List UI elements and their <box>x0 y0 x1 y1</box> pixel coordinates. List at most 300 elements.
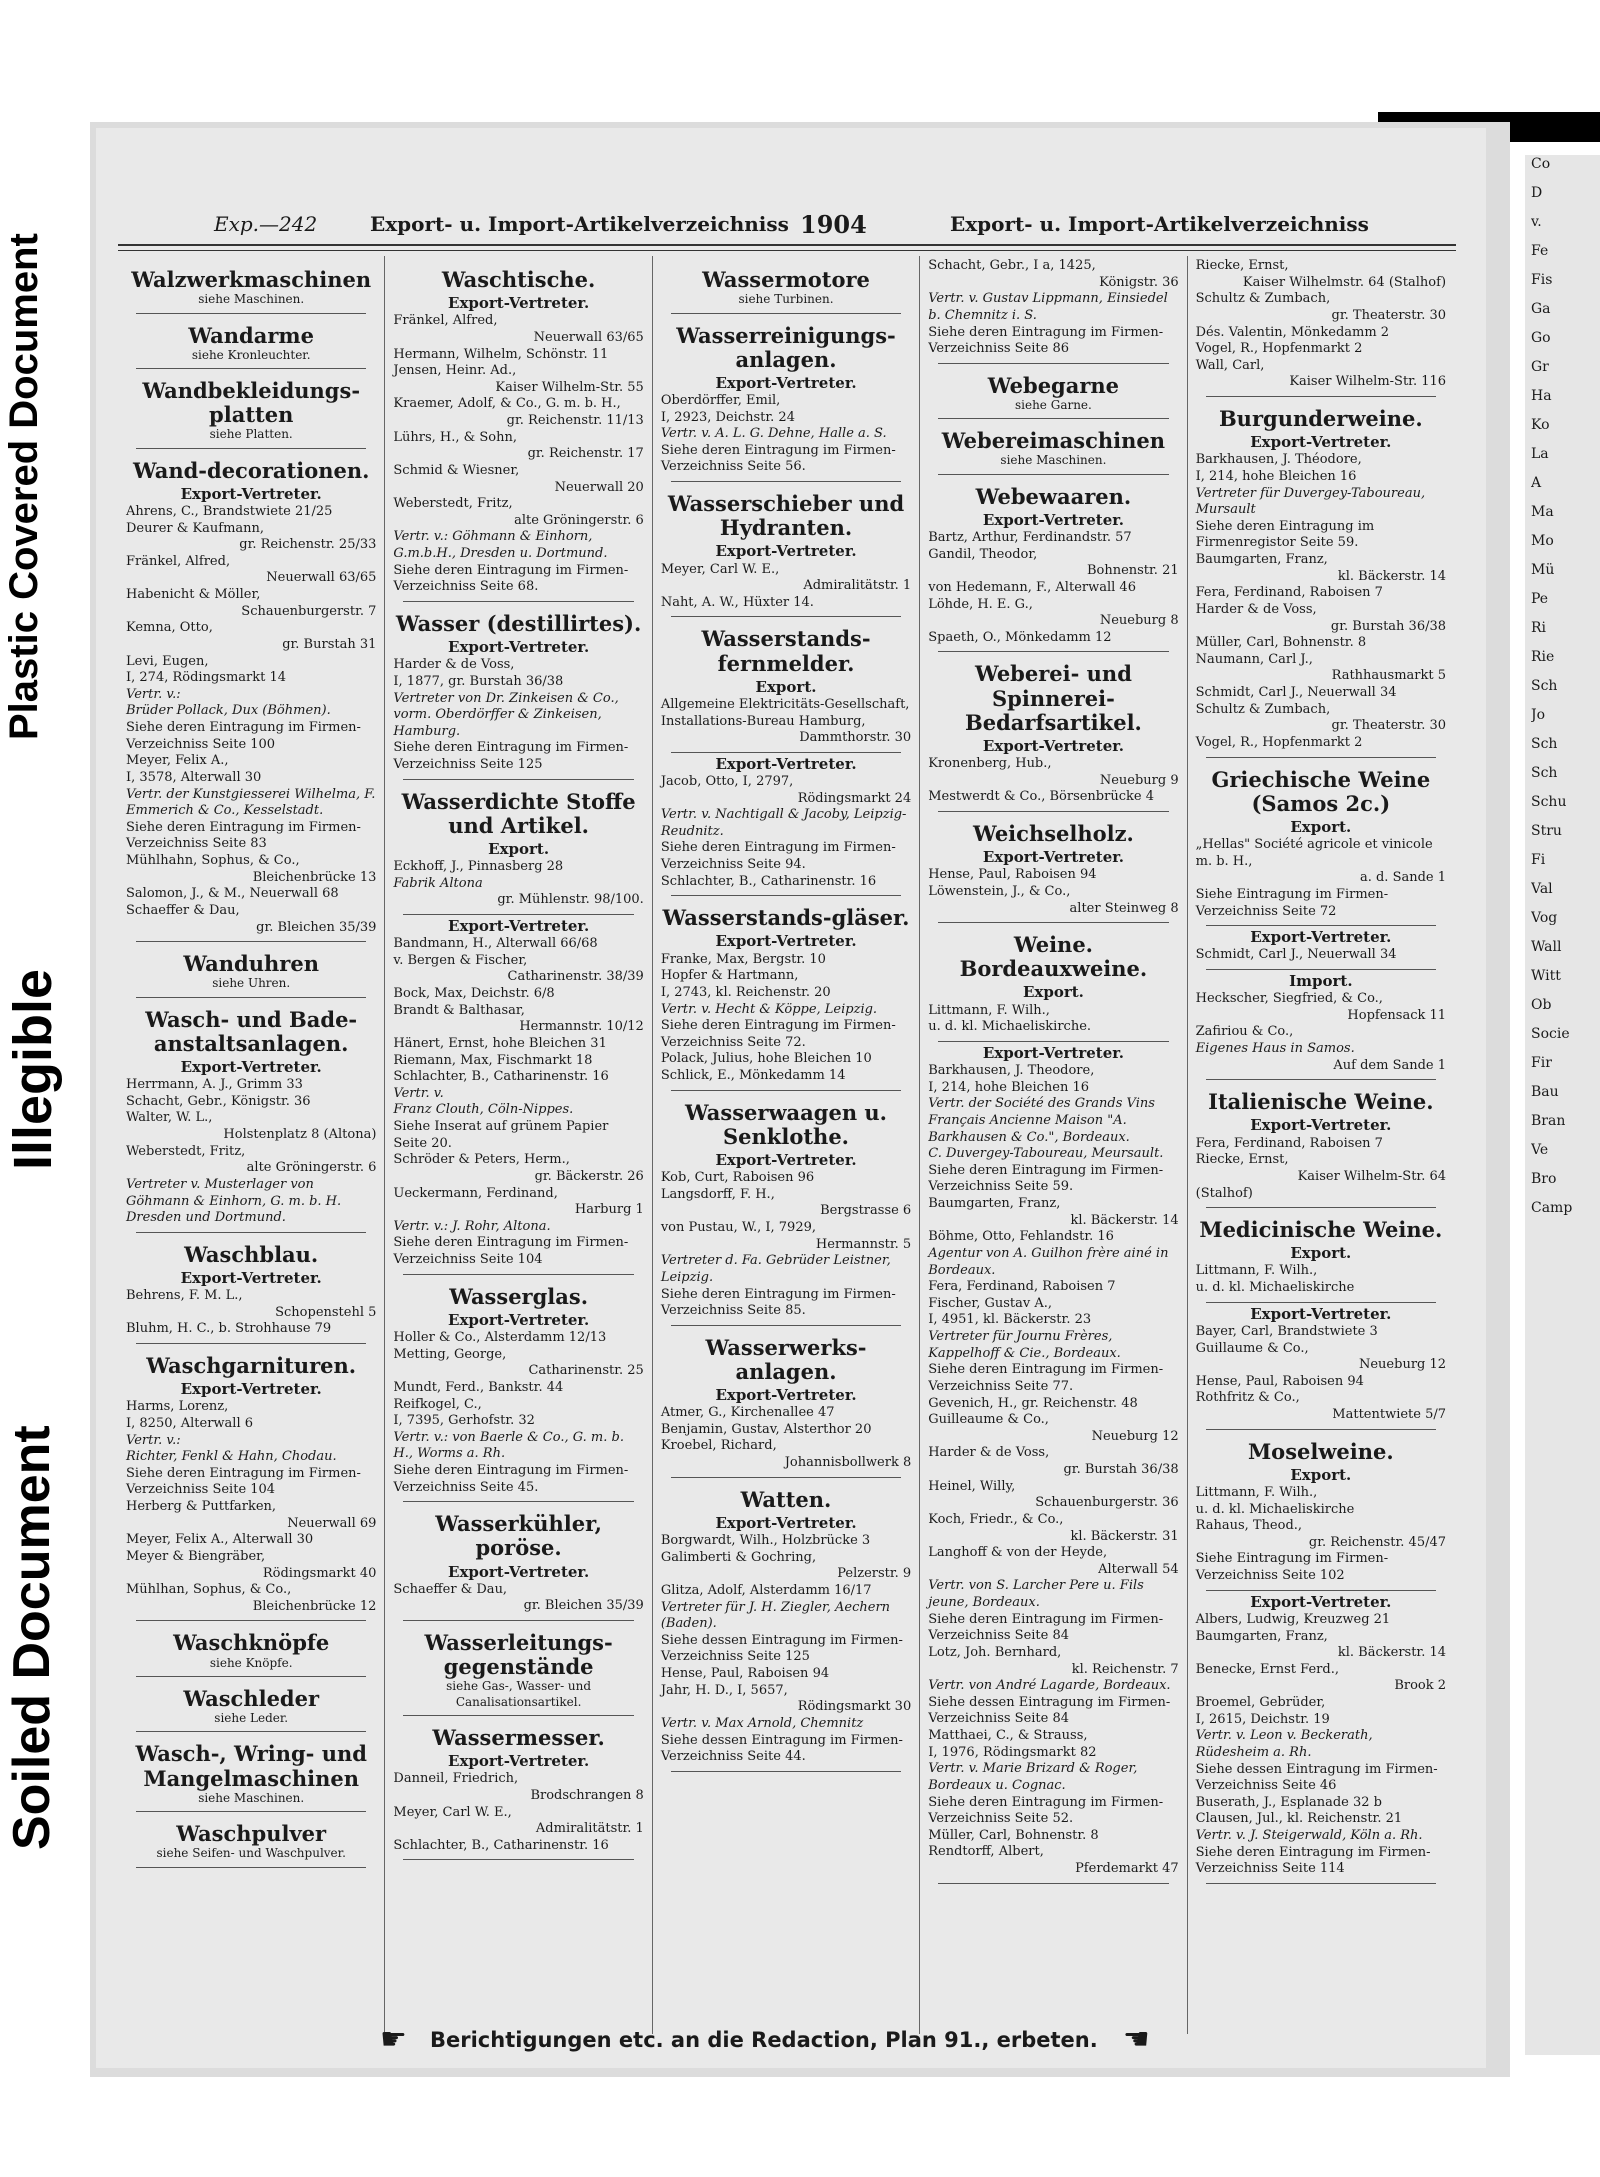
entry-line: Siehe deren Eintragung im Firmen-Verzeichniss Seite 84 <box>928 1611 1164 1644</box>
entry-block <box>393 1631 643 1716</box>
entry-line: Schacht, Gebr., I a, 1425, <box>928 258 1096 273</box>
entry-block <box>661 1336 911 1478</box>
entry-block <box>661 492 911 617</box>
entry-line: alte Gröningerstr. 6 <box>246 1160 377 1176</box>
category-heading: Webegarne <box>987 372 1120 398</box>
divider <box>671 1477 901 1478</box>
page-number: Exp.—242 <box>214 212 318 236</box>
category-heading: Wasserstands-fernmelder. <box>701 626 871 676</box>
entry-block <box>661 324 911 483</box>
entry-line: Heinel, Willy, <box>928 1478 1016 1494</box>
entry-line: Kroebel, Richard, <box>660 1438 777 1454</box>
entry-block <box>126 952 376 998</box>
entry-line: Kaiser Wilhelmstr. 64 (Stalhof) <box>1242 274 1447 290</box>
entry-block <box>126 1687 376 1733</box>
entry-line: Fera, Ferdinand, Raboisen 7 <box>1195 585 1383 601</box>
entry-line: Weberstedt, Fritz, <box>126 1143 246 1159</box>
entry-line: Brandt & Balthasar, <box>393 1002 525 1018</box>
entry-line: Vertr. v.: von Baerle & Co., G. m. b. H., Worms a. Rh. <box>393 1429 624 1462</box>
entry-line: Clausen, Jul., kl. Reichenstr. 21 <box>1195 1811 1403 1827</box>
entry-line: Riemann, Max, Fischmarkt 18 <box>393 1052 593 1068</box>
entry-line: gr. Theaterstr. 30 <box>1331 307 1447 323</box>
entry-line: Galimberti & Gochring, <box>660 1549 817 1565</box>
entry-line: Siehe deren Eintragung im Firmen-Verzeichniss Seite 45. <box>393 1463 629 1495</box>
subsection-label: Export-Vertreter. <box>180 1380 322 1399</box>
entry-block <box>1196 407 1446 758</box>
category-heading: Griechische Weine (Samos 2c.) <box>1211 766 1431 816</box>
entry-block <box>126 459 376 943</box>
entry-line: Löwenstein, J., & Co., <box>928 883 1071 899</box>
header-title-right: Export- u. Import-Artikelverzeichniss <box>950 212 1369 236</box>
entry-line: Spaeth, O., Mönkedamm 12 <box>928 629 1112 645</box>
next-page-fragment: Bro <box>1531 1171 1557 1187</box>
subsection-label: Export-Vertreter. <box>448 1562 590 1581</box>
entry-line: Ueckermann, Ferdinand, <box>393 1185 558 1201</box>
cross-reference: siehe Garne. <box>1014 397 1092 412</box>
entry-line: Littmann, F. Wilh., <box>928 1002 1050 1018</box>
entry-block <box>126 324 376 370</box>
divider <box>136 368 366 369</box>
divider <box>136 1867 366 1868</box>
category-heading: Wasserglas. <box>449 1283 589 1309</box>
entry-line: Siehe deren Eintragung im Firmen-Verzeichniss Seite 86 <box>928 324 1164 357</box>
category-heading: Watten. <box>740 1486 832 1512</box>
entry-line: Hense, Paul, Raboisen 94 <box>1195 1373 1364 1389</box>
entry-line: kl. Reichenstr. 7 <box>1071 1661 1179 1677</box>
entry-line: Schmidt, Carl J., Neuerwall 34 <box>1195 947 1397 963</box>
entry-line: Eigenes Haus in Samos. <box>1195 1041 1355 1057</box>
entry-block <box>661 268 911 314</box>
entry-line: Gandil, Theodor, <box>928 546 1038 562</box>
entry-line: Hermann, Wilhelm, Schönstr. 11 <box>393 346 609 362</box>
subsection-label: Export-Vertreter. <box>1250 1116 1392 1135</box>
entry-line: Rödingsmarkt 30 <box>797 1699 912 1715</box>
next-page-fragment: Sch <box>1531 678 1558 694</box>
entry-line: Vertr. v. Max Arnold, Chemnitz <box>660 1715 864 1731</box>
category-heading: Wassermesser. <box>432 1724 605 1750</box>
next-page-fragment: D <box>1531 185 1543 201</box>
entry-line: Vertr. von André Lagarde, Bordeaux. <box>928 1678 1171 1694</box>
label-soiled-document: Soiled Document <box>3 1425 61 1850</box>
entry-line: Johannisbollwerk 8 <box>784 1455 912 1471</box>
entry-line: I, 1877, gr. Burstah 36/38 <box>393 673 564 689</box>
entry-line: Catharinenstr. 38/39 <box>507 969 644 985</box>
subsection-label: Export-Vertreter. <box>448 294 590 313</box>
divider <box>403 1501 633 1502</box>
category-heading: Burgunderweine. <box>1218 406 1423 431</box>
cross-reference: siehe Leder. <box>214 1711 289 1726</box>
entry-line: Fränkel, Alfred, <box>393 313 498 329</box>
divider <box>671 481 901 482</box>
divider <box>671 616 901 617</box>
divider <box>671 752 901 753</box>
category-heading: Wasserdichte Stoffe und Artikel. <box>401 788 636 838</box>
next-page-fragment: Sch <box>1531 736 1558 752</box>
column-5 <box>1188 256 1454 2034</box>
entry-line: Harburg 1 <box>574 1202 644 1218</box>
subsection-label: Export. <box>1290 817 1352 836</box>
pointing-hand-left-icon: ☛ <box>380 2022 407 2057</box>
category-heading: Waschtische. <box>441 267 596 292</box>
entry-line: gr. Mühlenstr. 98/100. <box>497 892 644 908</box>
entry-line: alter Steinweg 8 <box>1069 900 1179 916</box>
entry-line: Kob, Curt, Raboisen 96 <box>660 1170 815 1186</box>
entry-line: gr. Bäckerstr. 26 <box>534 1168 644 1184</box>
entry-line: Neuerwall 69 <box>287 1515 377 1531</box>
next-page-fragment: Ko <box>1531 417 1550 433</box>
category-heading: Medicinische Weine. <box>1199 1217 1443 1243</box>
entry-line: Fabrik Altona <box>393 875 483 891</box>
entry-line: Schaeffer & Dau, <box>393 1581 508 1597</box>
divider <box>136 1620 366 1621</box>
entry-block <box>393 1726 643 1860</box>
subsection-label: Export-Vertreter. <box>982 510 1124 529</box>
category-heading: Italienische Weine. <box>1208 1089 1434 1115</box>
divider <box>671 1771 901 1772</box>
entry-line: Kraemer, Adolf, & Co., G. m. b. H., <box>393 396 621 412</box>
entry-line: Polack, Julius, hohe Bleichen 10 <box>660 1051 872 1067</box>
subsection-label: Export-Vertreter. <box>715 373 857 392</box>
next-page-fragment: Mo <box>1531 533 1554 549</box>
entry-line: Löhde, H. E. G., <box>928 596 1033 612</box>
entry-line: Siehe Eintragung im Firmen-Verzeichniss Seite 72 <box>1195 886 1389 919</box>
entry-line: Levi, Eugen, <box>126 653 209 669</box>
entry-line: u. d. kl. Michaeliskirche. <box>928 1019 1092 1035</box>
entry-line: Eckhoff, J., Pinnasberg 28 <box>393 859 564 875</box>
entry-line: Schlachter, B., Catharinenstr. 16 <box>660 873 877 889</box>
entry-block <box>1196 768 1446 927</box>
entry-block <box>393 268 643 602</box>
entry-line: I, 2923, Deichstr. 24 <box>660 409 795 425</box>
footer-text: Berichtigungen etc. an die Redaction, Plan 91., erbeten. <box>430 2028 1098 2052</box>
entry-line: Siehe deren Eintragung im Firmen-Verzeichniss Seite 68. <box>393 562 629 595</box>
next-page-fragment: Ma <box>1531 504 1554 520</box>
next-page-fragment: Fis <box>1531 272 1553 288</box>
entry-line: von Pustau, W., I, 7929, <box>660 1220 816 1236</box>
entry-line: Hense, Paul, Raboisen 94 <box>928 867 1097 883</box>
category-heading: Wasserschieber und Hydranten. <box>667 491 905 541</box>
entry-line: Vertreter von Dr. Zinkeisen & Co., vorm. Oberdörffer & Zinkeisen, Hamburg. <box>393 690 619 739</box>
entry-line: Admiralitätstr. 1 <box>535 1821 644 1837</box>
entry-line: Neueburg 12 <box>1358 1357 1447 1373</box>
entry-line: Habenicht & Möller, <box>126 587 261 603</box>
entry-line: Koch, Friedr., & Co., <box>928 1511 1064 1527</box>
entry-line: Vertr. v. J. Steigerwald, Köln a. Rh. <box>1195 1828 1423 1844</box>
entry-line: Siehe deren Eintragung im Firmen-Verzeichniss Seite 114 <box>1195 1844 1431 1877</box>
subsection-label: Export-Vertreter. <box>448 1752 590 1771</box>
header-rule <box>118 244 1456 246</box>
entry-line: Rathhausmarkt 5 <box>1331 668 1447 684</box>
cross-reference: siehe Platten. <box>209 427 293 442</box>
entry-line: Müller, Carl, Bohnenstr. 8 <box>1195 635 1367 651</box>
next-page-fragments <box>1525 155 1600 2055</box>
entry-line: Hermannstr. 5 <box>815 1236 912 1252</box>
entry-line: Böhme, Otto, Fehlandstr. 16 <box>928 1229 1114 1245</box>
entry-line: Reifkogel, C., <box>393 1396 482 1412</box>
subsection-label: Export. <box>1022 983 1084 1002</box>
entry-line: „Hellas" Société agricole et vinicole m. b. H., <box>1195 837 1433 869</box>
entry-block <box>1196 1090 1446 1208</box>
footer <box>380 2022 1150 2057</box>
entry-line: alte Gröningerstr. 6 <box>514 512 644 528</box>
label-illegible: Illegible <box>3 968 63 1170</box>
entry-block <box>393 1285 643 1503</box>
category-heading: Waschpulver <box>176 1821 327 1847</box>
entry-line: I, 4951, kl. Bäckerstr. 23 <box>928 1312 1092 1328</box>
entry-line: Naumann, Carl J., <box>1195 651 1313 667</box>
entry-block <box>1196 258 1446 397</box>
next-page-fragment: Ob <box>1531 997 1552 1013</box>
category-heading: Wasserwerks-anlagen. <box>705 1334 867 1384</box>
entry-line: I, 1976, Rödingsmarkt 82 <box>928 1744 1097 1760</box>
entry-line: von Hedemann, F., Alterwall 46 <box>928 579 1136 595</box>
entry-line: Rödingsmarkt 40 <box>262 1565 377 1581</box>
next-page-fragment: Bau <box>1531 1084 1559 1100</box>
entry-line: Vertr. v.: J. Rohr, Altona. <box>393 1218 551 1234</box>
entry-line: Brodschrangen 8 <box>530 1787 644 1803</box>
entry-line: Hense, Paul, Raboisen 94 <box>660 1666 830 1682</box>
subsection-label: Export-Vertreter. <box>715 1386 857 1405</box>
entry-line: Kemna, Otto, <box>126 620 213 636</box>
entry-line: Broemel, Gebrüder, <box>1195 1695 1326 1711</box>
entry-block <box>1196 928 1446 970</box>
entry-line: Vertr. v.: <box>126 686 181 702</box>
entry-line: Schauenburgerstr. 36 <box>1035 1495 1179 1511</box>
entry-line: Barkhausen, J. Theodore, <box>928 1063 1095 1079</box>
subsection-label: Export-Vertreter. <box>448 917 590 935</box>
entry-line: Vertr. v. Hecht & Köppe, Leipzig. <box>660 1001 878 1017</box>
divider <box>1206 757 1436 758</box>
entry-line: Heckscher, Siegfried, & Co., <box>1195 991 1383 1007</box>
cross-reference: siehe Knöpfe. <box>209 1655 293 1670</box>
category-heading: Wasserleitungs-gegenstände <box>424 1629 613 1680</box>
category-heading: Waschgarnituren. <box>146 1353 357 1379</box>
entry-line: Siehe deren Eintragung im Firmen-Verzeichniss Seite 85. <box>660 1286 896 1319</box>
entry-line: gr. Bleichen 35/39 <box>256 919 377 935</box>
entry-line: Meyer, Carl W. E., <box>660 561 780 577</box>
entry-line: I, 214, hohe Bleichen 16 <box>1195 468 1357 484</box>
entry-block <box>393 917 643 1275</box>
entry-line: Meyer, Felix A., Alterwall 30 <box>126 1532 314 1548</box>
entry-line: gr. Reichenstr. 11/13 <box>506 413 644 429</box>
next-page-fragment: Ga <box>1531 301 1551 317</box>
entry-block <box>126 1008 376 1233</box>
category-heading: Weberei- und Spinnerei-Bedarfsartikel. <box>964 661 1142 735</box>
subsection-label: Export-Vertreter. <box>715 754 857 773</box>
entry-line: Oberdörffer, Emil, <box>660 392 781 408</box>
header-title-left: Export- u. Import-Artikelverzeichniss <box>370 212 789 236</box>
entry-line: Baumgarten, Franz, <box>1195 1628 1328 1644</box>
divider <box>403 1274 633 1275</box>
entry-line: Fera, Ferdinand, Raboisen 7 <box>1195 1135 1383 1151</box>
entry-line: Agentur von A. Guilhon frère ainé in Bordeaux. <box>928 1245 1169 1278</box>
next-page-fragment: Gr <box>1531 359 1549 375</box>
entry-line: Vertreter für Duvergey-Taboureau, Mursault <box>1195 485 1426 518</box>
next-page-fragment: v. <box>1531 214 1542 230</box>
entry-line: Langsdorff, F. H., <box>660 1186 775 1202</box>
entry-line: Hopfer & Hartmann, <box>660 968 799 984</box>
entry-line: Müller, Carl, Bohnenstr. 8 <box>928 1827 1099 1843</box>
subsection-label: Export-Vertreter. <box>715 932 857 951</box>
entry-line: Matthaei, C., & Strauss, <box>928 1728 1088 1744</box>
category-heading: Waschknöpfe <box>173 1630 330 1656</box>
next-page-fragment: Val <box>1531 881 1553 897</box>
divider <box>403 1620 633 1621</box>
entry-line: Guillaume & Co., <box>1195 1340 1309 1356</box>
next-page-fragment: Bran <box>1531 1113 1566 1129</box>
entry-line: Vertr. von S. Larcher Pere u. Fils jeune, Bordeaux. <box>928 1578 1144 1611</box>
entry-line: Franz Clouth, Cöln-Nippes. <box>393 1102 574 1118</box>
entry-line: Hopfensack 11 <box>1347 1007 1447 1023</box>
next-page-fragment: La <box>1531 446 1549 462</box>
entry-line: Siehe deren Eintragung im Firmen-Verzeichniss Seite 94. <box>660 840 896 873</box>
next-page-fragment: Vog <box>1531 910 1558 926</box>
divider <box>403 1715 633 1716</box>
entry-line: Neueburg 9 <box>1099 772 1179 788</box>
category-heading: Waschblau. <box>184 1241 319 1267</box>
cross-reference: siehe Maschinen. <box>198 292 305 307</box>
entry-line: u. d. kl. Michaeliskirche <box>1195 1501 1355 1517</box>
entry-line: Harms, Lorenz, <box>126 1399 229 1415</box>
category-heading: Webewaaren. <box>975 483 1132 509</box>
subsection-label: Export-Vertreter. <box>180 1268 322 1287</box>
entry-line: Mattentwiete 5/7 <box>1332 1407 1447 1423</box>
entry-line: Herberg & Puttfarken, <box>126 1499 277 1515</box>
entry-line: Lotz, Joh. Bernhard, <box>928 1644 1062 1660</box>
entry-line: Meyer, Carl W. E., <box>393 1804 512 1820</box>
divider <box>938 811 1168 812</box>
entry-line: Bergstrasse 6 <box>820 1203 912 1219</box>
header-rule-thin <box>118 250 1456 251</box>
entry-line: Pferdemarkt 47 <box>1075 1861 1179 1877</box>
entry-line: Schultz & Zumbach, <box>1195 701 1331 717</box>
entry-line: Allgemeine Elektricitäts-Gesellschaft, Installations-Bureau Hamburg, <box>660 696 910 729</box>
entry-line: Kaiser Wilhelm-Str. 116 <box>1289 374 1447 390</box>
entry-line: Littmann, F. Wilh., <box>1195 1484 1318 1500</box>
entry-line: Siehe dessen Eintragung im Firmen-Verzeichniss Seite 44. <box>660 1732 903 1765</box>
entry-line: Harder & de Voss, <box>1195 601 1317 617</box>
entry-line: Brüder Pollack, Dux (Böhmen). <box>126 703 331 719</box>
divider <box>1206 1207 1436 1208</box>
subsection-label: Export-Vertreter. <box>715 1150 857 1169</box>
entry-line: Baumgarten, Franz, <box>1195 552 1328 568</box>
entry-line: Bock, Max, Deichstr. 6/8 <box>393 986 555 1002</box>
entry-line: Gevenich, H., gr. Reichenstr. 48 <box>928 1395 1138 1411</box>
entry-line: Siehe deren Eintragung im Firmen-Verzeichniss Seite 104 <box>393 1235 629 1268</box>
entry-line: Siehe dessen Eintragung im Firmen-Verzeichniss Seite 125 <box>660 1632 903 1665</box>
entry-block <box>126 1631 376 1677</box>
entry-line: Siehe deren Eintragung im Firmen-Verzeichniss Seite 100 <box>126 720 361 752</box>
next-page-fragment: Ha <box>1531 388 1552 404</box>
divider <box>1206 1590 1436 1591</box>
entry-line: Schopenstehl 5 <box>275 1304 377 1320</box>
entry-line: Schlachter, B., Catharinenstr. 16 <box>393 1837 609 1853</box>
entry-line: Schaeffer & Dau, <box>126 902 240 918</box>
entry-line: Neueburg 8 <box>1099 613 1179 629</box>
entry-line: gr. Reichenstr. 45/47 <box>1308 1534 1447 1550</box>
entry-block <box>126 1354 376 1621</box>
entry-line: Vertreter für J. H. Ziegler, Aechern (Baden). <box>660 1599 891 1632</box>
divider <box>403 1859 633 1860</box>
entry-line: Meyer & Biengräber, <box>126 1548 266 1564</box>
entry-line: Siehe deren Eintragung im Firmen-Verzeichniss Seite 72. <box>660 1018 896 1050</box>
cross-reference: siehe Maschinen. <box>1000 453 1107 468</box>
entry-line: Holstenplatz 8 (Altona) <box>223 1127 377 1143</box>
entry-line: I, 2743, kl. Reichenstr. 20 <box>660 984 831 1000</box>
divider <box>938 474 1168 475</box>
entry-block <box>1196 1305 1446 1430</box>
entry-line: Schröder & Peters, Herm., <box>393 1152 570 1168</box>
entry-line: Mestwerdt & Co., Börsenbrücke 4 <box>928 789 1154 805</box>
next-page-fragment: Pe <box>1531 591 1549 607</box>
entry-line: Dammthorstr. 30 <box>799 730 912 746</box>
entry-line: Bandmann, H., Alterwall 66/68 <box>393 936 598 952</box>
entry-line: Siehe deren Eintragung im Firmen-Verzeichniss Seite 52. <box>928 1794 1164 1827</box>
entry-line: Wall, Carl, <box>1195 357 1265 373</box>
entry-line: Brook 2 <box>1394 1678 1447 1694</box>
divider <box>1206 396 1436 397</box>
category-heading: Wasch-, Wring- und Mangelmaschinen <box>135 1741 367 1791</box>
entry-line: Langhoff & von der Heyde, <box>928 1545 1108 1561</box>
subsection-label: Export-Vertreter. <box>1250 1592 1392 1611</box>
entry-line: Fischer, Gustav A., <box>928 1295 1052 1311</box>
entry-line: Vertreter für Journu Frères, Kappelhoff & Cie., Bordeaux. <box>928 1329 1121 1361</box>
entry-block <box>928 1044 1178 1884</box>
entry-line: Mundt, Ferd., Bankstr. 44 <box>393 1379 564 1395</box>
entry-line: Kronenberg, Hub., <box>928 756 1052 772</box>
entry-line: Siehe deren Eintragung im Firmen-Verzeichniss Seite 104 <box>126 1465 361 1498</box>
divider <box>938 418 1168 419</box>
entry-line: Siehe deren Eintragung im Firmen-Verzeichniss Seite 83 <box>126 819 361 852</box>
entry-line: Weberstedt, Fritz, <box>393 496 513 512</box>
entry-line: Bleichenbrücke 13 <box>252 869 377 885</box>
divider <box>1206 1079 1436 1080</box>
entry-line: Schmidt, Carl J., Neuerwall 34 <box>1195 685 1397 701</box>
entry-line: I, 3578, Alterwall 30 <box>126 769 262 785</box>
next-page-fragment: A <box>1531 475 1542 491</box>
entry-line: I, 7395, Gerhofstr. 32 <box>393 1413 535 1429</box>
entry-block <box>928 662 1178 811</box>
entry-block <box>393 612 643 780</box>
divider <box>1206 1883 1436 1884</box>
entry-line: Schultz & Zumbach, <box>1195 291 1331 307</box>
subsection-label: Export-Vertreter. <box>1250 433 1392 452</box>
entry-line: Bayer, Carl, Brandstwiete 3 <box>1195 1323 1378 1339</box>
entry-line: Harder & de Voss, <box>928 1445 1050 1461</box>
category-heading: Wasserwaagen u. Senklothe. <box>685 1099 887 1149</box>
divider <box>136 448 366 449</box>
column-1 <box>118 256 385 2034</box>
divider <box>671 1090 901 1091</box>
entry-line: Schlick, E., Mönkedamm 14 <box>660 1068 846 1084</box>
entry-line: gr. Reichenstr. 25/33 <box>239 537 377 553</box>
entry-line: Atmer, G., Kirchenallee 47 <box>660 1405 835 1421</box>
entry-block <box>393 790 643 915</box>
subsection-label: Export. <box>1290 1244 1352 1263</box>
next-page-fragment: Go <box>1531 330 1551 346</box>
subsection-label: Export-Vertreter. <box>1250 1304 1392 1323</box>
entry-line: Bohnenstr. 21 <box>1086 563 1179 579</box>
entry-block <box>126 1243 376 1344</box>
entry-block <box>1196 1440 1446 1591</box>
entry-line: (Stalhof) <box>1195 1185 1253 1201</box>
entry-block <box>928 933 1178 1042</box>
next-page-fragment: Ve <box>1531 1142 1549 1158</box>
next-page-fragment: Wall <box>1531 939 1562 955</box>
entry-line: Bluhm, H. C., b. Strohhause 79 <box>126 1321 332 1337</box>
pointing-hand-right-icon: ☚ <box>1122 2022 1150 2057</box>
category-heading: Weine. Bordeauxweine. <box>959 932 1148 982</box>
